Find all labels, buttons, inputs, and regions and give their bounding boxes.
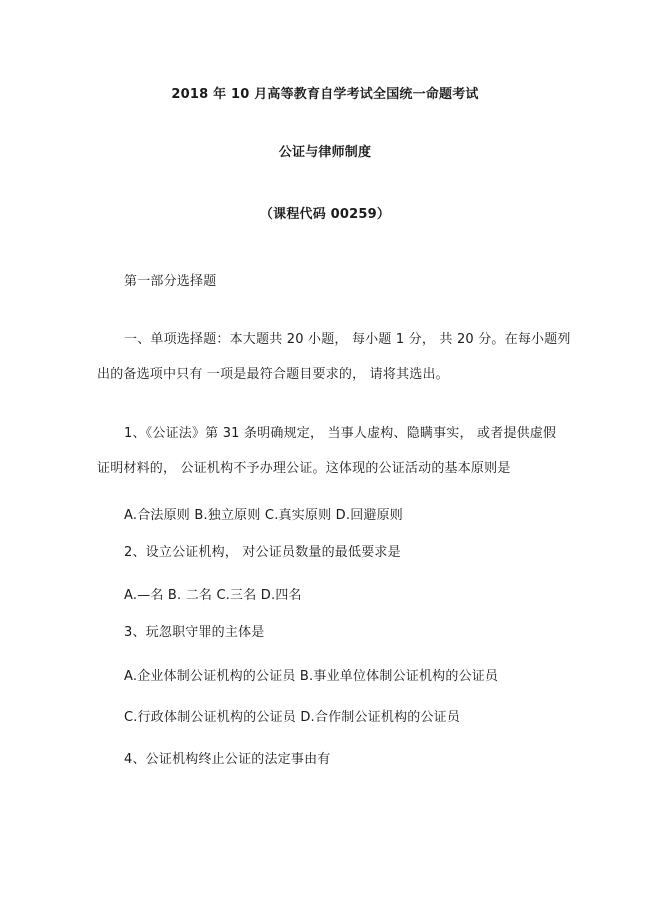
instruction-line-1: 一、单项选择题：本大题共 20 小题， 每小题 1 分， 共 20 分。在每小题列: [124, 332, 571, 347]
question-2: 2、设立公证机构， 对公证员数量的最低要求是: [124, 545, 401, 560]
question-3-options-ab: A.企业体制公证机构的公证员 B.事业单位体制公证机构的公证员: [124, 669, 499, 684]
exam-title: 2018 年 10 月高等教育自学考试全国统一命题考试: [171, 87, 479, 102]
course-code: （课程代码 00259）: [259, 207, 391, 222]
question-1-line-2: 证明材料的， 公证机构不予办理公证。这体现的公证活动的基本原则是: [97, 461, 511, 476]
section-heading: 第一部分选择题: [124, 274, 217, 289]
question-2-options: A.—名 B. 二名 C.三名 D.四名: [124, 588, 302, 603]
question-3-options-cd: C.行政体制公证机构的公证员 D.合作制公证机构的公证员: [124, 710, 461, 725]
question-1-options: A.合法原则 B.独立原则 C.真实原则 D.回避原则: [124, 508, 403, 523]
question-3: 3、玩忽职守罪的主体是: [124, 625, 265, 640]
question-4: 4、公证机构终止公证的法定事由有: [124, 752, 331, 767]
instruction-line-2: 出的备选项中只有 一项是最符合题目要求的， 请将其选出。: [97, 367, 449, 382]
question-1-line-1: 1、《公证法》第 31 条明确规定， 当事人虚构、隐瞒事实， 或者提供虚假: [124, 426, 557, 441]
subject-title: 公证与律师制度: [278, 145, 372, 160]
